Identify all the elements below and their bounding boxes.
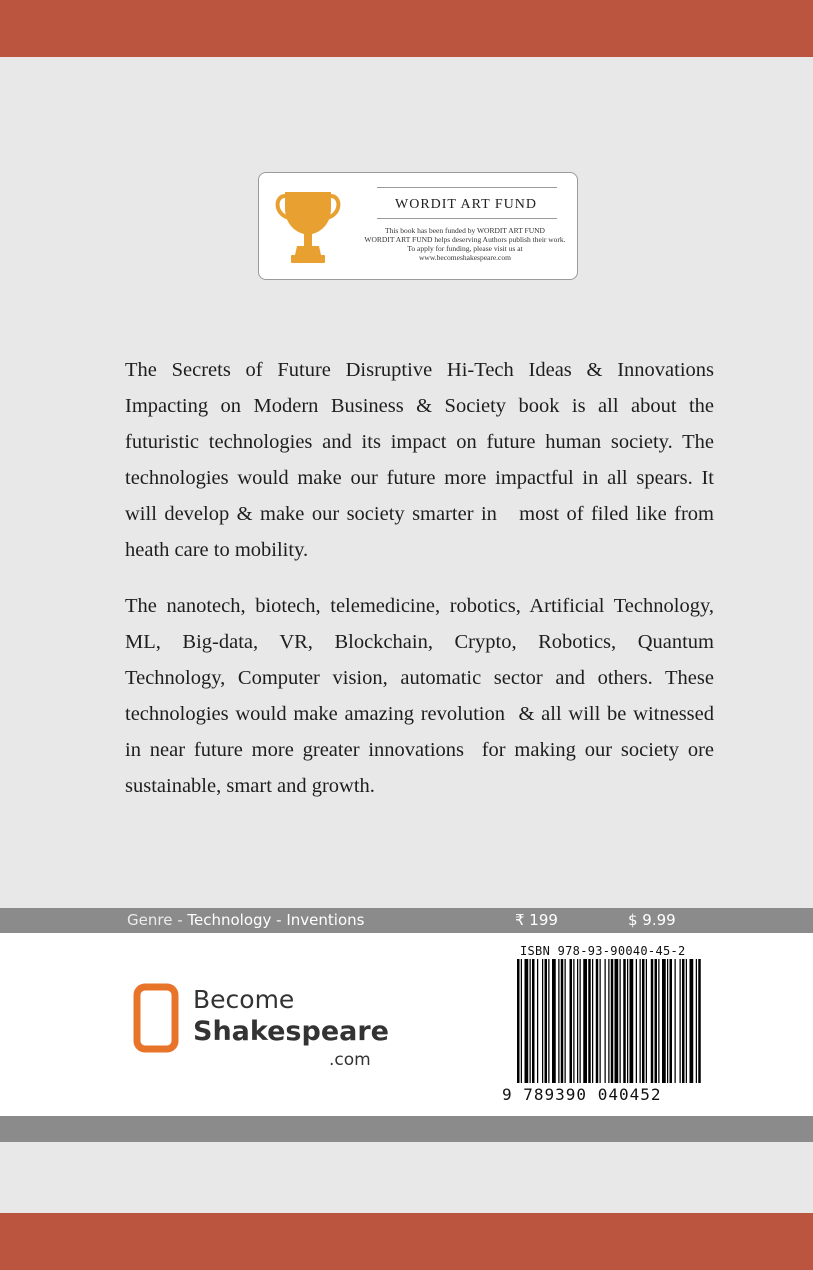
barcode-bar	[670, 959, 673, 1083]
award-rule-top	[377, 187, 557, 188]
barcode-bar	[561, 959, 564, 1083]
isbn-label: ISBN 978-93-90040-45-2	[520, 944, 686, 958]
award-line: www.becomeshakespeare.com	[419, 253, 511, 262]
barcode-bar	[530, 959, 531, 1083]
publisher-name-shakespeare: Shakespeare	[193, 1016, 389, 1047]
barcode-bar	[658, 959, 659, 1083]
barcode-bar	[565, 959, 566, 1083]
barcode-bar	[552, 959, 556, 1083]
bottom-grey-bar	[0, 1116, 813, 1142]
publisher-domain: .com	[329, 1050, 371, 1070]
barcode-bar	[615, 959, 619, 1083]
barcode-bar	[588, 959, 591, 1083]
barcode-bar	[537, 959, 538, 1083]
barcode-bar	[627, 959, 628, 1083]
top-band	[0, 0, 813, 57]
barcode-bar	[623, 959, 626, 1083]
award-title: WORDIT ART FUND	[395, 197, 537, 212]
barcode	[515, 959, 701, 1083]
barcode-bar	[620, 959, 621, 1083]
barcode-bar	[690, 959, 694, 1083]
publisher-name-become: Become	[193, 985, 295, 1014]
barcode-bar	[592, 959, 593, 1083]
genre-text	[127, 911, 364, 929]
award-line: This book has been funded by WORDIT ART FUND	[385, 226, 545, 235]
barcode-bar	[651, 959, 654, 1083]
barcode-bar	[596, 959, 599, 1083]
barcode-bar	[611, 959, 614, 1083]
barcode-bar	[548, 959, 549, 1083]
barcode-bar	[640, 959, 641, 1083]
barcode-bar	[698, 959, 701, 1083]
barcode-bar	[686, 959, 687, 1083]
book-description	[125, 352, 720, 804]
description-paragraph-2: The nanotech, biotech, telemedicine, robotics, Artificial Technology, ML, Big-data, VR, Blockchain, Crypto, Robotics, Quantum Technology, Computer vision, automatic sector and others. These technologies would make amazing revolution & all will be witnessed in near future more greater innovations for making our society ore sustainable, smart and growth.	[125, 595, 720, 797]
isbn-digits: 9 789390 040452	[502, 1085, 662, 1104]
barcode-bar	[608, 959, 609, 1083]
phone-logo-icon	[133, 983, 179, 1053]
award-line: WORDIT ART FUND helps deserving Authors publish their work.	[364, 235, 566, 244]
genre-value: Technology - Inventions	[187, 911, 365, 929]
barcode-bar	[521, 959, 522, 1083]
barcode-bar	[605, 959, 606, 1083]
barcode-bar	[558, 959, 559, 1083]
barcode-bar	[680, 959, 681, 1083]
barcode-bar	[573, 959, 574, 1083]
barcode-bar	[577, 959, 578, 1083]
price-usd: $ 9.99	[628, 911, 676, 929]
genre-price-bar	[0, 908, 813, 933]
barcode-bar	[655, 959, 658, 1083]
barcode-bar	[630, 959, 634, 1083]
barcode-bar	[662, 959, 666, 1083]
barcode-bar	[600, 959, 601, 1083]
description-paragraph-1: The Secrets of Future Disruptive Hi-Tech Ideas & Innovations Impacting on Modern Business & Society book is all about the futuristic technologies and its impact on future human society. The technologies would make our future more impactful in all spears. It will develop & make our society smarter in most of filed like from heath care to mobility.	[125, 359, 720, 561]
barcode-bar	[532, 959, 535, 1083]
barcode-bar	[583, 959, 587, 1083]
bottom-band	[0, 1213, 813, 1270]
trophy-icon	[273, 186, 343, 268]
award-line: To apply for funding, please visit us at	[407, 244, 523, 253]
barcode-bar	[570, 959, 573, 1083]
barcode-bar	[542, 959, 543, 1083]
barcode-bar	[675, 959, 676, 1083]
barcode-bar	[642, 959, 645, 1083]
barcode-bar	[646, 959, 647, 1083]
price-inr: ₹ 199	[515, 911, 558, 929]
barcode-bar	[545, 959, 548, 1083]
barcode-bar	[517, 959, 520, 1083]
barcode-bar	[696, 959, 697, 1083]
barcode-bar	[682, 959, 685, 1083]
genre-key: Genre -	[127, 911, 188, 929]
award-rule-bottom	[377, 218, 557, 219]
barcode-bar	[667, 959, 668, 1083]
award-badge	[258, 172, 578, 280]
barcode-bar	[636, 959, 637, 1083]
barcode-bar	[525, 959, 529, 1083]
award-text	[359, 226, 571, 262]
barcode-bar	[580, 959, 581, 1083]
